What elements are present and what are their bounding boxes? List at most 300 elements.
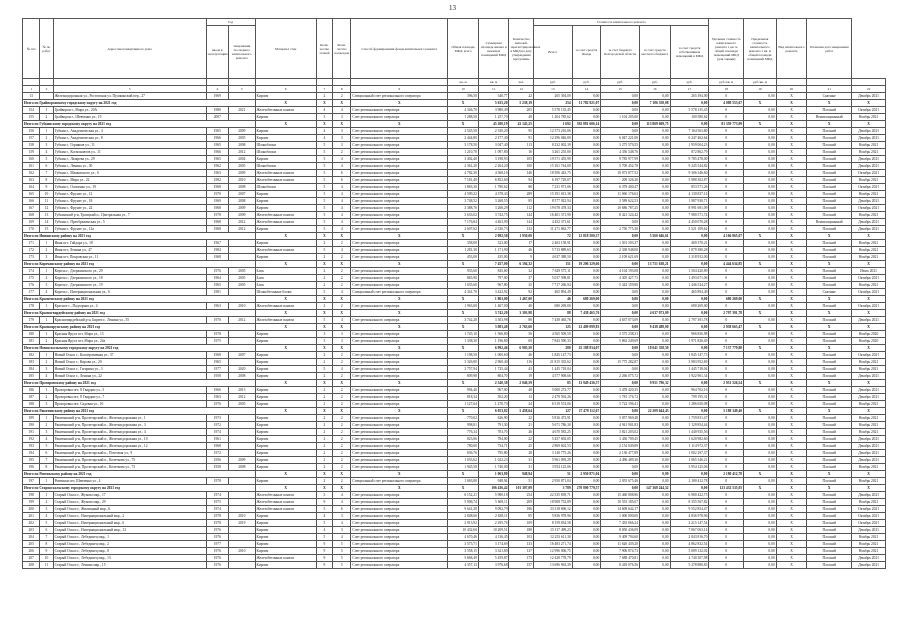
cell: 5 816 473,91 <box>533 415 572 422</box>
cell: 0 <box>709 422 744 429</box>
cell: 5 057 969,48 <box>601 415 640 422</box>
cell: 9 <box>316 541 332 548</box>
cell: X <box>852 408 886 415</box>
cell: 174 <box>23 268 40 275</box>
cell: 2 913,92 <box>448 520 479 527</box>
cell: 7 137 779,80 <box>709 345 744 352</box>
cell: 2 843 816,70 <box>670 534 709 541</box>
table-row <box>23 128 886 135</box>
cell: 0,00 <box>744 128 777 135</box>
cell: 88 <box>509 317 533 324</box>
cell: X <box>333 233 351 240</box>
cell: 19 <box>509 373 533 380</box>
unit-rubm-1: руб./кв. м <box>709 79 744 86</box>
cell: 2 <box>333 443 351 450</box>
cell: 0,00 <box>640 275 671 282</box>
cell: 2 757,94 <box>448 366 479 373</box>
cell: 2 <box>316 443 332 450</box>
cell: X <box>255 408 316 415</box>
cell: Ракитянский р-н, Пролетарский п., Железнодорожная ул., 1 <box>53 415 206 422</box>
cell: 5 709 452,78 <box>601 163 640 170</box>
cell: X <box>333 261 351 268</box>
cell: 1 945,50 <box>448 464 479 471</box>
cell: X <box>333 121 351 128</box>
cell: Ивня пгт, Гайдара ул., 18 <box>53 240 206 247</box>
cell: 0 <box>709 184 744 191</box>
cell: 5 <box>316 170 332 177</box>
cell: 254 <box>509 492 533 499</box>
column-number: 15 <box>601 86 640 93</box>
cell: 0,00 <box>572 457 601 464</box>
table-row <box>23 513 886 520</box>
cell: 171 <box>23 240 40 247</box>
cell: 205 <box>509 107 533 114</box>
cell: 103 <box>509 534 533 541</box>
cell: 165 <box>23 191 40 198</box>
cell: 1958 <box>206 464 228 471</box>
cell: X <box>776 261 807 268</box>
cell: Губкин г., Лазарева ул., 29 <box>53 156 206 163</box>
column-number: 20 <box>776 86 807 93</box>
cell: 1 446 524,27 <box>670 282 709 289</box>
cell: X <box>776 205 807 212</box>
cell: 1977 <box>206 541 228 548</box>
cell: 0 <box>709 506 744 513</box>
cell: 11 271 863,77 <box>533 226 572 233</box>
cell: 11 782 921,07 <box>572 100 601 107</box>
cell: 0,00 <box>670 261 709 268</box>
cell: X <box>333 296 351 303</box>
cell: 1 493 671,06 <box>670 275 709 282</box>
cell: 4 <box>333 534 351 541</box>
cell: 0,00 <box>744 394 777 401</box>
cell: X <box>776 163 807 170</box>
cell: 0 <box>709 436 744 443</box>
section-title: Итого по Красненскому району на 2021 год <box>23 296 256 303</box>
cell: 1 501 503,37 <box>601 240 640 247</box>
cell: 31 <box>509 457 533 464</box>
cell: 0,00 <box>640 107 671 114</box>
cell: 2 <box>333 359 351 366</box>
cell: 2009 <box>229 128 256 135</box>
cell: 5 <box>316 149 332 156</box>
cell: Декабрь 2021 <box>852 394 886 401</box>
cell: 1 063,80 <box>478 471 509 478</box>
cell: 7 688 470,81 <box>601 555 640 562</box>
cell: 33 318 696,12 <box>533 506 572 513</box>
cell: 69 <box>509 338 533 345</box>
cell: Новый Оскол г., Кооперативная ул., 37 <box>53 352 206 359</box>
cell: Кирпич <box>255 422 316 429</box>
cell: 0,00 <box>640 198 671 205</box>
cell: 0,00 <box>744 443 777 450</box>
cell: 1 114 972,37 <box>670 443 709 450</box>
cell: Железобетонные панели <box>255 317 316 324</box>
table-row <box>23 149 886 156</box>
cell: 1 845 147,73 <box>533 352 572 359</box>
cell: 5 <box>316 366 332 373</box>
cell: Плоский <box>807 429 852 436</box>
cell: Плоский <box>807 170 852 177</box>
cell: 8 <box>40 464 53 471</box>
cell: 5 <box>316 191 332 198</box>
cell: 0,00 <box>572 499 601 506</box>
cell: Скатные <box>807 93 852 100</box>
cell: 1976 <box>206 555 228 562</box>
cell: 0,00 <box>572 107 601 114</box>
cell: 2019 <box>229 520 256 527</box>
cell: X <box>776 268 807 275</box>
cell: Плоский <box>807 520 852 527</box>
cell: 178 <box>23 303 40 310</box>
cell: 4 357,13 <box>448 562 479 569</box>
cell: Счет регионального оператора <box>351 170 448 177</box>
cell: Шлакобетонные блоки <box>255 289 316 296</box>
cell: 162 <box>23 170 40 177</box>
cell: 13 696 963,39 <box>533 562 572 569</box>
cell: Декабрь 2021 <box>852 128 886 135</box>
cell: 0,00 <box>601 100 640 107</box>
cell: Кирпич <box>255 198 316 205</box>
cell: 5 188 349,40 <box>709 408 744 415</box>
cell: Старый Оскол г., Жилищный мкр., 6 <box>53 506 206 513</box>
cell: Плоский <box>807 555 852 562</box>
cell: 994,40 <box>448 387 479 394</box>
column-number: 5 <box>229 86 256 93</box>
hdr-jobs: № по работ <box>40 19 53 79</box>
cell: Счет регионального оператора <box>351 317 448 324</box>
cell: Губкин г., Фрунзе ул., 12а <box>53 226 206 233</box>
cell: 680 269,00 <box>670 303 709 310</box>
cell: 4 <box>333 226 351 233</box>
cell: Шлакоблоки <box>255 163 316 170</box>
cell: 967,00 <box>478 387 509 394</box>
cell: X <box>852 296 886 303</box>
cell: 13 <box>509 394 533 401</box>
cell: 2 <box>316 464 332 471</box>
cell: 0 <box>709 492 744 499</box>
cell: 2 <box>333 422 351 429</box>
table-row <box>23 317 886 324</box>
cell: 15 117 499,23 <box>533 527 572 534</box>
cell: 204 <box>23 534 40 541</box>
cell: X <box>316 485 332 492</box>
cell: 0,00 <box>601 121 640 128</box>
cell: 0,00 <box>572 191 601 198</box>
cell: 177 <box>23 289 40 296</box>
cell: 845,60 <box>478 268 509 275</box>
cell: Железобетонные панели <box>255 107 316 114</box>
cell: 0,00 <box>640 149 671 156</box>
cell: 7 231 971,06 <box>533 184 572 191</box>
cell: 201 <box>23 513 40 520</box>
cell: 1 000 000,00 <box>601 513 640 520</box>
cell: 3 <box>333 135 351 142</box>
cell: 4 <box>333 499 351 506</box>
cell: 12 818 500,37 <box>572 233 601 240</box>
cell: 3 <box>333 527 351 534</box>
cell: 2 <box>40 247 53 254</box>
section-title: Итого по Грайворонскому городскому округу на 2021 год <box>23 100 256 107</box>
cell: 3 789 <box>533 485 572 492</box>
cell: 5 <box>40 520 53 527</box>
cell: 179 <box>23 317 40 324</box>
column-number: 3 <box>53 86 206 93</box>
cell: 836,76 <box>448 450 479 457</box>
cell: 167 <box>23 205 40 212</box>
cell: Счет регионального оператора <box>351 401 448 408</box>
unit-living-area: кв. м <box>478 79 509 86</box>
cell: X <box>852 324 886 331</box>
cell: 1 002 297,37 <box>670 450 709 457</box>
cell: X <box>351 100 448 107</box>
cell: Ракитянский р-н, Пролетарский п., Почтовая ул., 9 <box>53 450 206 457</box>
cell: 2 <box>316 268 332 275</box>
cell: 208 <box>23 562 40 569</box>
capital-repair-table <box>22 18 886 569</box>
cell: 2 <box>333 268 351 275</box>
cell: 0 <box>709 464 744 471</box>
cell: 9 306 346,60 <box>670 170 709 177</box>
cell <box>229 240 256 247</box>
cell: 8 <box>40 541 53 548</box>
cell: 0,00 <box>744 142 777 149</box>
cell: X <box>333 380 351 387</box>
cell: 799 195,31 <box>670 394 709 401</box>
cell: 0,00 <box>572 268 601 275</box>
cell: 4 452 371,61 <box>533 219 572 226</box>
cell: X <box>333 324 351 331</box>
cell: X <box>852 345 886 352</box>
cell: 9 <box>316 499 332 506</box>
cell: 2 <box>316 415 332 422</box>
cell: 15 775 282,87 <box>601 359 640 366</box>
hdr-total-area: Общая площадь МКД, всего <box>448 19 479 79</box>
cell: 1958 <box>206 373 228 380</box>
cell: Плоский <box>807 156 852 163</box>
cell: 12 428 778,79 <box>533 555 572 562</box>
cell: Счет регионального оператора <box>351 548 448 555</box>
cell: 161 <box>23 163 40 170</box>
cell: 5 458,64 <box>509 408 533 415</box>
cell: Кирпич <box>255 450 316 457</box>
cell: 1 759 831,47 <box>670 415 709 422</box>
cell: X <box>776 324 807 331</box>
cell: Железобетонные панели <box>255 212 316 219</box>
cell: 0,00 <box>572 93 601 100</box>
cell: 0,00 <box>572 184 601 191</box>
cell: X <box>776 429 807 436</box>
cell: 0 <box>709 359 744 366</box>
cell: 0 <box>709 156 744 163</box>
cell <box>229 450 256 457</box>
cell: Кирпич <box>255 93 316 100</box>
cell: Плоский <box>807 128 852 135</box>
cell: 2 295,76 <box>478 520 509 527</box>
cell: Счет регионального оператора <box>351 450 448 457</box>
cell: X <box>351 310 448 317</box>
column-number: 12 <box>509 86 533 93</box>
cell: Счет регионального оператора <box>351 429 448 436</box>
cell: 3 268,29 <box>478 205 509 212</box>
cell: Плоский <box>807 177 852 184</box>
hdr-material: Материал стен <box>255 19 316 79</box>
cell: 5 988 302,87 <box>670 177 709 184</box>
cell: 0,00 <box>640 527 671 534</box>
cell: 2008 <box>229 142 256 149</box>
cell: 1 <box>40 387 53 394</box>
cell: 72 <box>533 233 572 240</box>
cell: 0,00 <box>640 499 671 506</box>
cell: 156 <box>23 128 40 135</box>
cell: Ракитянский р-н, Пролетарский п., Железнодорожная ул., 10 <box>53 436 206 443</box>
cell: 3 742,20 <box>478 310 509 317</box>
cell: 24 <box>509 401 533 408</box>
cell: Кирпич <box>255 135 316 142</box>
cell: X <box>255 121 316 128</box>
cell: 0 <box>709 303 744 310</box>
cell: Счет регионального оператора <box>351 492 448 499</box>
cell: 170 <box>23 226 40 233</box>
cell: 1972 <box>206 450 228 457</box>
cell: 100 580,62 <box>670 114 709 121</box>
cell: 1974 <box>206 429 228 436</box>
cell: 15 460 808,86 <box>601 492 640 499</box>
cell: 0,00 <box>572 443 601 450</box>
cell: Короча г., Интернациональная ул., 6 <box>53 289 206 296</box>
cell: 0,00 <box>572 212 601 219</box>
cell: 2 <box>333 450 351 457</box>
cell: 0,00 <box>744 149 777 156</box>
section-total-row <box>23 324 886 331</box>
cell: 1976 <box>206 562 228 569</box>
cell <box>229 422 256 429</box>
cell: 804,70 <box>478 373 509 380</box>
cell: 0,00 <box>572 219 601 226</box>
hdr-year-build: ввода в эксплуатацию <box>206 26 228 79</box>
cell: Счет регионального оператора <box>351 387 448 394</box>
cell: 123 432 535,05 <box>709 485 744 492</box>
cell: 6 <box>40 163 53 170</box>
cell: 1978 <box>206 212 228 219</box>
column-numbers-row <box>23 86 886 93</box>
hdr-unit-cost: Удельная стоимость капитального ремонта 1 кв. м общей площади помещений МКД (для оценки) <box>709 19 744 79</box>
cell: 2 <box>316 394 332 401</box>
cell: 1 <box>40 128 53 135</box>
cell: 1968 <box>206 205 228 212</box>
cell: Губкин г., Академическая ул., 4 <box>53 128 206 135</box>
cell: X <box>776 366 807 373</box>
cell: 323,00 <box>478 240 509 247</box>
cell: X <box>333 408 351 415</box>
cell: 187 <box>23 394 40 401</box>
cell: Кирпич <box>255 562 316 569</box>
cell: 5 <box>316 142 332 149</box>
cell: X <box>776 373 807 380</box>
cell: Кирпич <box>255 240 316 247</box>
cell: 734,71 <box>478 443 509 450</box>
table-row <box>23 177 886 184</box>
cell: 2 <box>40 135 53 142</box>
cell: 3 <box>316 338 332 345</box>
cell: Прохоровка пгт, 8 Гвардии ул., 5 <box>53 387 206 394</box>
cell: Плоский <box>807 387 852 394</box>
cell: 0 <box>709 401 744 408</box>
cell: 797,00 <box>478 275 509 282</box>
cell: 0,00 <box>744 331 777 338</box>
cell: 3 268,55 <box>478 198 509 205</box>
cell: 1 <box>40 303 53 310</box>
cell: 2004 <box>229 156 256 163</box>
cell: 2005 <box>229 268 256 275</box>
cell: 0 <box>709 107 744 114</box>
cell: 88 <box>509 184 533 191</box>
cell: 0,00 <box>744 387 777 394</box>
cell: Красное с., Подгорная ул., 4 <box>53 303 206 310</box>
cell: 1 963,00 <box>448 303 479 310</box>
section-title: Итого по Старооскольскому городскому округу на 2021 год <box>23 485 256 492</box>
cell: 0 <box>709 527 744 534</box>
cell <box>229 289 256 296</box>
cell: 0 <box>709 415 744 422</box>
cell: X <box>333 345 351 352</box>
cell: 3 <box>40 366 53 373</box>
cell: Ноябрь 2021 <box>852 401 886 408</box>
cell: 0 <box>709 142 744 149</box>
cell: 0,00 <box>640 156 671 163</box>
cell: Ноябрь 2021 <box>852 429 886 436</box>
cell: 1 288,50 <box>448 114 479 121</box>
cell: 2 092,30 <box>478 233 509 240</box>
cell: Счет регионального оператора <box>351 457 448 464</box>
cell: 5 722 196,41 <box>601 401 640 408</box>
cell: 1974 <box>206 506 228 513</box>
hdr-planned: Плановая дата завершения работ <box>807 19 852 79</box>
cell: 1 <box>40 492 53 499</box>
cell: 1976 <box>206 268 228 275</box>
cell: 207 <box>23 555 40 562</box>
column-number: 11 <box>478 86 509 93</box>
cell: X <box>744 310 777 317</box>
cell: X <box>776 233 807 240</box>
cell: X <box>744 233 777 240</box>
cell: 4 450 070,28 <box>670 219 709 226</box>
cell: 133 <box>509 541 533 548</box>
cell: 2 763,60 <box>509 324 533 331</box>
cell: 0 <box>709 541 744 548</box>
cell: Счет регионального оператора <box>351 114 448 121</box>
column-number: 7 <box>316 86 332 93</box>
cell: Плоский <box>807 282 852 289</box>
cell: 3 <box>40 401 53 408</box>
cell: Короча г., Дзержинского ул., 29 <box>53 268 206 275</box>
cell: 8 232 002,39 <box>533 142 572 149</box>
cell: 0,00 <box>744 429 777 436</box>
cell: X <box>448 100 479 107</box>
cell: 7 457,00 <box>478 261 509 268</box>
cell: 2 607,62 <box>448 226 479 233</box>
table-row <box>23 562 886 569</box>
table-row <box>23 156 886 163</box>
cell: 3 575 238,31 <box>601 331 640 338</box>
cell: 49 <box>509 114 533 121</box>
cell: 37 <box>509 275 533 282</box>
cell: Октябрь 2021 <box>852 184 886 191</box>
cell: 0,00 <box>640 205 671 212</box>
cell: 2 <box>40 114 53 121</box>
cell: 2 330,73 <box>478 226 509 233</box>
cell: 1 <box>40 331 53 338</box>
